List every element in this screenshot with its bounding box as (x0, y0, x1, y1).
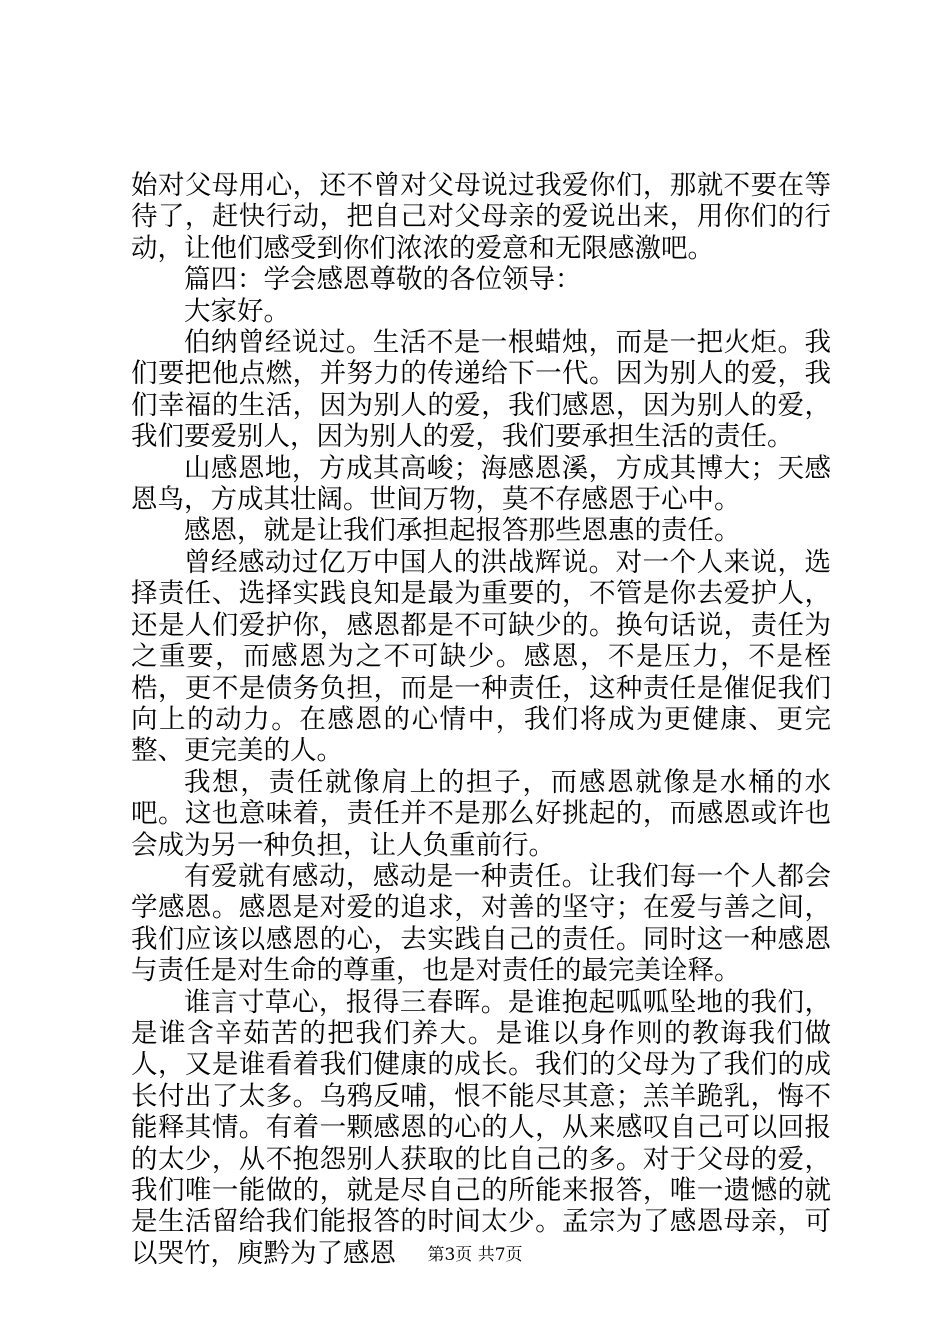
paragraph: 有爱就有感动，感动是一种责任。让我们每一个人都会学感恩。感恩是对爱的追求，对善的坚守；在爱与善之间，我们应该以感恩的心，去实践自己的责任。同时这一种感恩与责任是对生命的尊重，也是对责任的最完美诠释。 (131, 860, 831, 987)
paragraph: 曾经感动过亿万中国人的洪战辉说。对一个人来说，选择责任、选择实践良知是最为重要的，不管是你去爱护人，还是人们爱护你，感恩都是不可缺少的。换句话说，责任为之重要，而感恩为之不可缺少。感恩，不是压力，不是桎梏，更不是债务负担，而是一种责任，这种责任是催促我们向上的动力。在感恩的心情中，我们将成为更健康、更完整、更完美的人。 (131, 546, 831, 767)
paragraph: 篇四：学会感恩尊敬的各位领导： (184, 264, 582, 296)
paragraph: 伯纳曾经说过。生活不是一根蜡烛，而是一把火炬。我们要把他点燃，并努力的传递给下一代。因为别人的爱，我们幸福的生活，因为别人的爱，我们感恩，因为别人的爱，我们要爱别人，因为别人的爱，我们要承担生活的责任。 (131, 327, 831, 453)
document-body (131, 170, 831, 1269)
paragraph: 感恩，就是让我们承担起报答那些恩惠的责任。 (184, 515, 741, 547)
paragraph: 山感恩地，方成其高峻；海感恩溪，方成其博大；天感恩鸟，方成其壮阔。世间万物，莫不存感恩于心中。 (131, 452, 831, 516)
paragraph: 谁言寸草心，报得三春晖。是谁抱起呱呱坠地的我们，是谁含辛茹苦的把我们养大。是谁以身作则的教诲我们做人，又是谁看着我们健康的成长。我们的父母为了我们的成长付出了太多。乌鸦反哺，恨不能尽其意；羔羊跪乳，悔不能释其情。有着一颗感恩的心的人，从来感叹自己可以回报的太少，从不抱怨别人获取的比自己的多。对于父母的爱，我们唯一能做的，就是尽自己的所能来报答，唯一遗憾的就是生活留给我们能报答的时间太少。孟宗为了感恩母亲，可以哭竹，庾黔为了感恩 (131, 986, 831, 1269)
paragraph: 大家好。 (184, 295, 290, 327)
paragraph: 我想，责任就像肩上的担子，而感恩就像是水桶的水吧。这也意味着，责任并不是那么好挑起的，而感恩或许也会成为另一种负担，让人负重前行。 (131, 766, 831, 861)
paragraph: 始对父母用心，还不曾对父母说过我爱你们，那就不要在等待了，赶快行动，把自己对父母亲的爱说出来，用你们的行动，让他们感受到你们浓浓的爱意和无限感激吧。 (131, 170, 831, 264)
page-number-footer: 第3页 共7页 (427, 1245, 523, 1265)
